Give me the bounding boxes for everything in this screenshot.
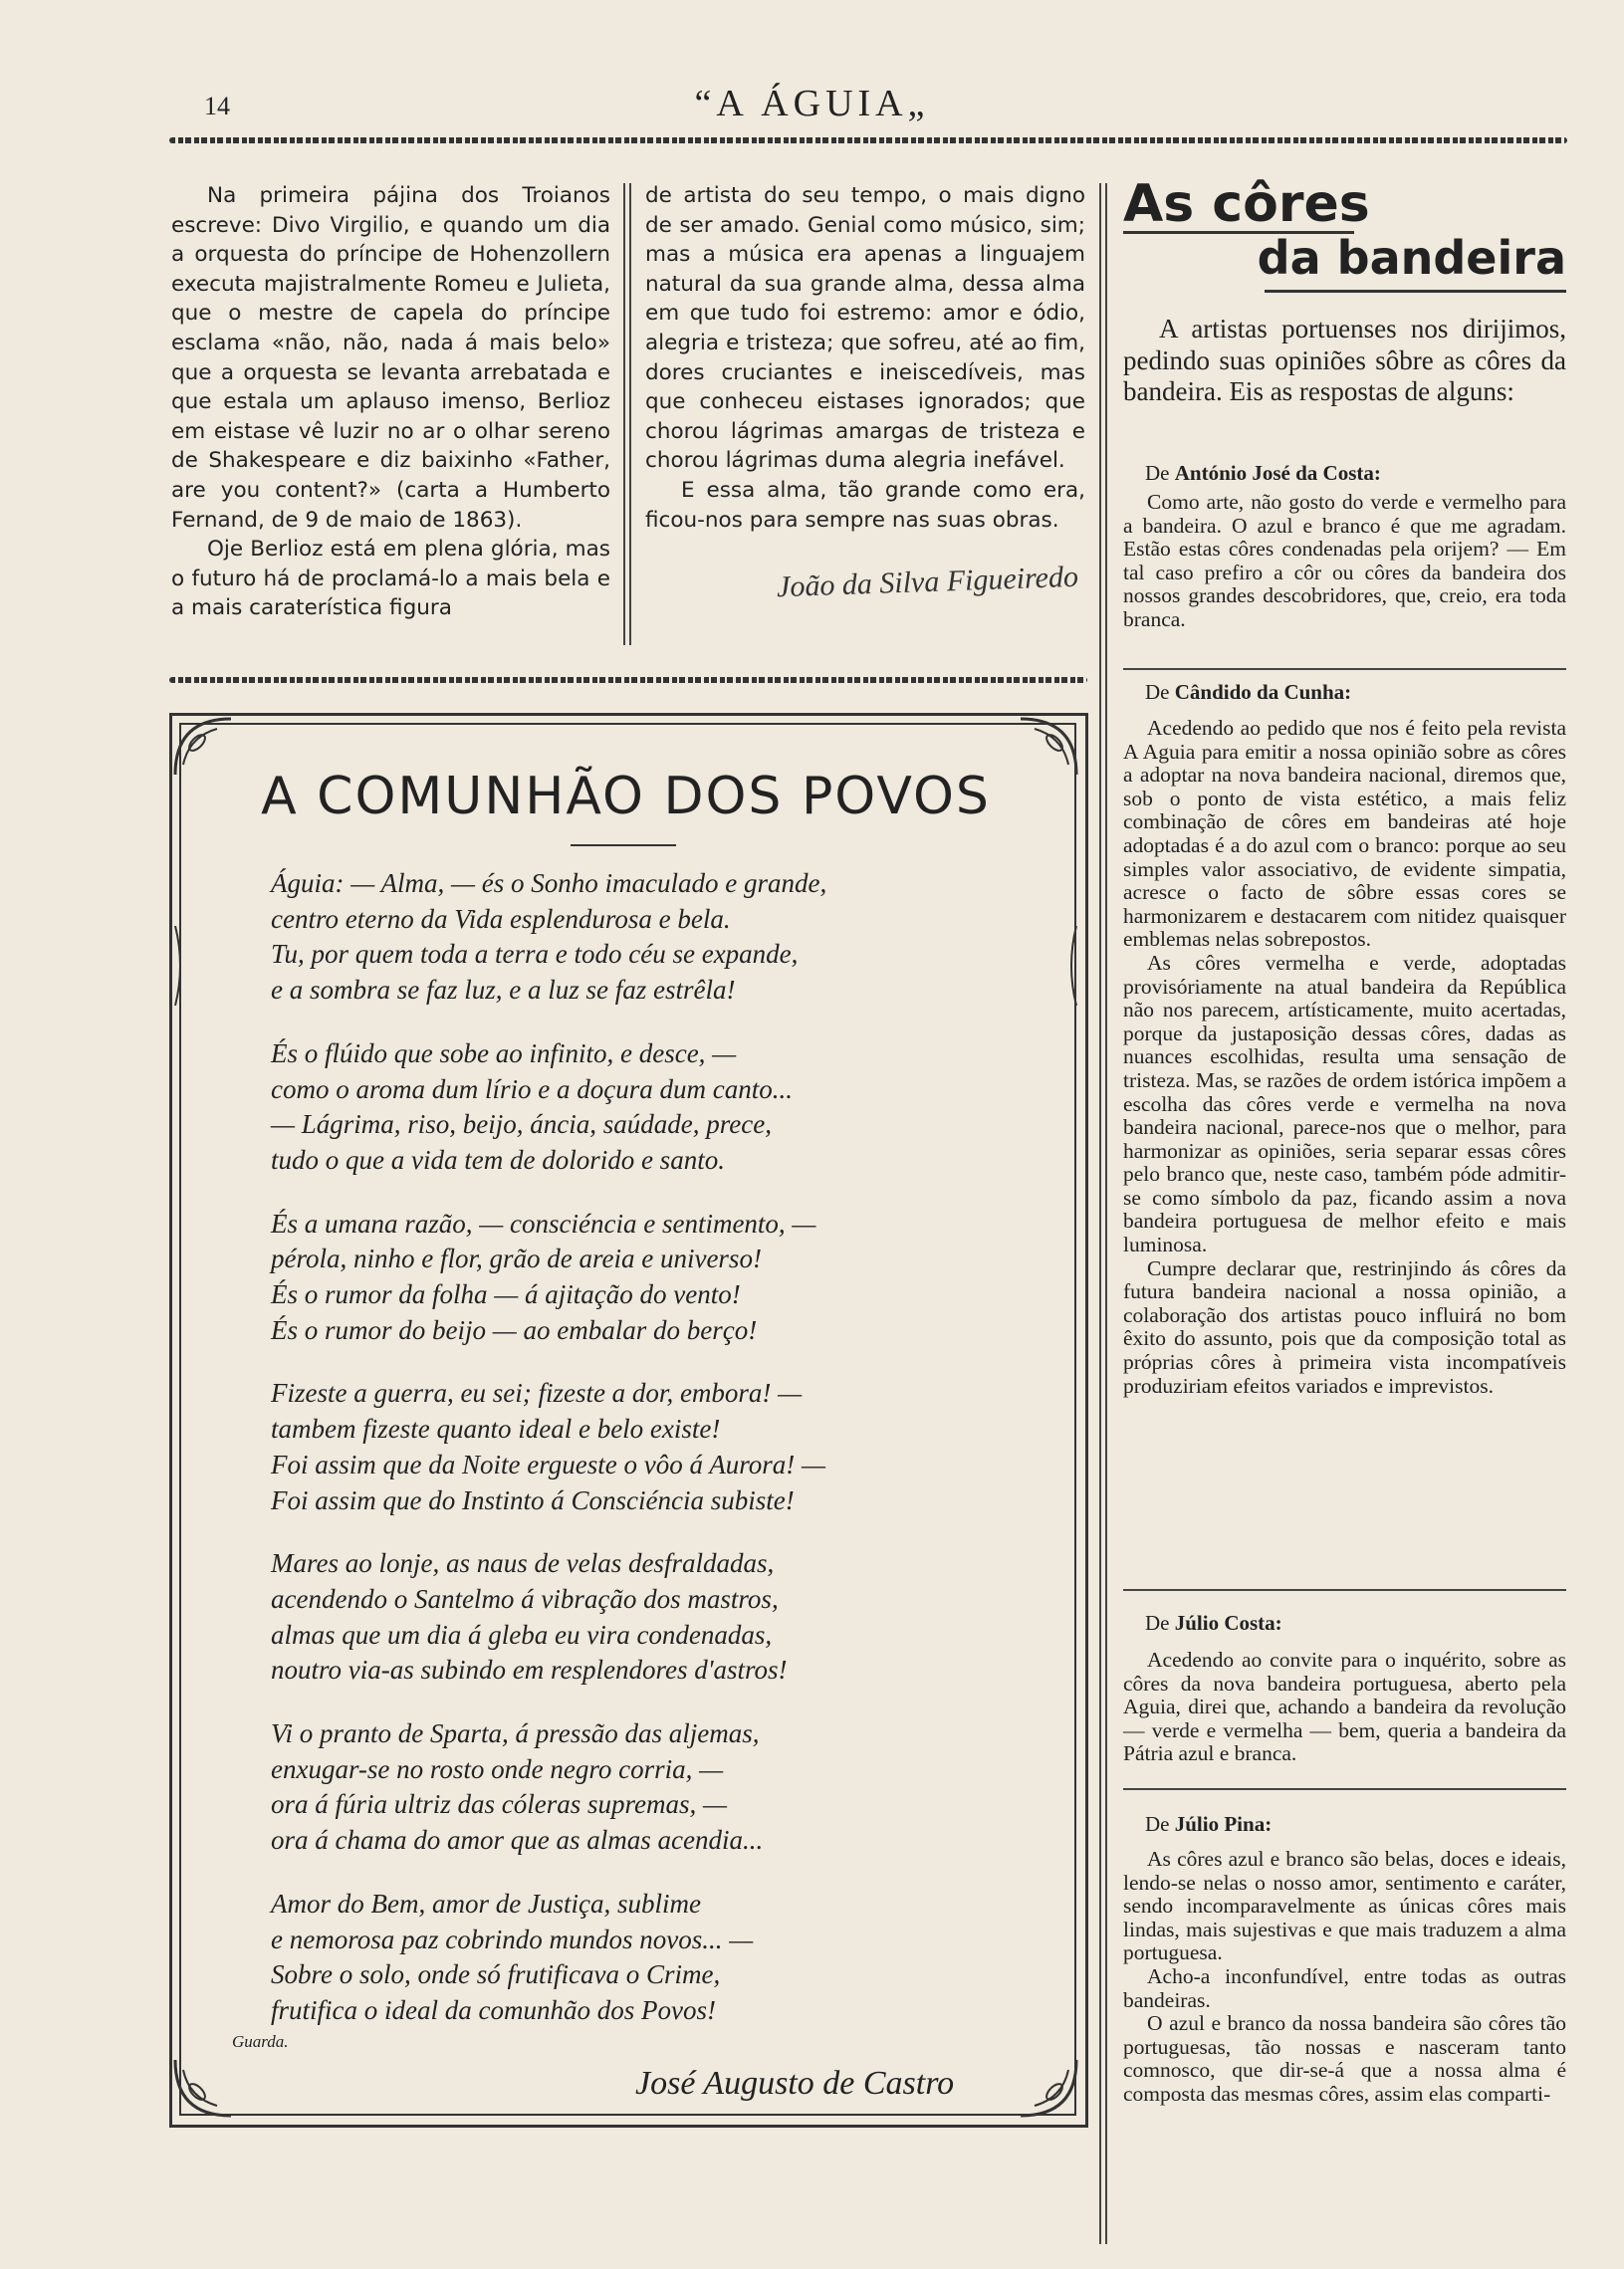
response-paragraph: Cumpre declarar que, restrinjindo ás côres da futura bandeira nacional a nossa opinião, a colaboração dos artistas pouco influirá no bom êxito do assunto, pois que da composição total as próprias côres à primeira vista incompatíveis produziriam efeitos variados e imprevistos. xyxy=(1123,1255,1566,1398)
poem-stanza xyxy=(271,1207,968,1349)
poem-line: ora á chama do amor que as almas acendia... xyxy=(271,1825,764,1856)
poem-stanza xyxy=(271,1376,968,1518)
response-heading xyxy=(1145,1812,1272,1837)
leaf-ornament-icon xyxy=(1066,926,1080,1006)
response-paragraph: Acedendo ao pedido que nos é feito pela revista A Aguia para emitir a nossa opinião sobre as côres a adoptar na nova bandeira nacional, diremos que, sob o ponto de vista estético, a mais feliz combinação de côres em bandeiras até hoje adoptadas é a do azul com o branco: porque ao seu simples valor associativo, de evidente simpatia, acresce o facto de sôbre essas cores se harmonizarem e destacarem com nitidez quaisquer emblemas nelas sobrepostos. xyxy=(1123,716,1566,952)
response-paragraph: As côres vermelha e verde, adoptadas provisóriamente na atual bandeira da República não nos parecem, artísticamente, muito acertadas, porque da justaposição dessas côres, dadas as nuances escolhidas, resulta uma sensação de tristeza. Mas, se razões de ordem istórica impõem a escolha das côres verde e vermelha na nova bandeira nacional, parece-nos que o melhor, para harmonizar as opiniões, seria separar essas côres pelo branco que, neste caso, também póde admitir-se como símbolo da paz, ficando assim a nova bandeira portuguesa de melhor efeito e mais luminosa. xyxy=(1123,950,1566,1257)
response-body xyxy=(1123,717,1566,1398)
article-column-2 xyxy=(645,181,1085,535)
poem-line: tudo o que a vida tem de dolorido e santo. xyxy=(271,1144,725,1175)
poem-line: Fizeste a guerra, eu sei; fizeste a dor, embora! — xyxy=(271,1378,803,1409)
response-prefix: De xyxy=(1145,680,1170,704)
poem-line: almas que um dia á gleba eu vira condenadas, xyxy=(271,1619,773,1650)
poem-line: És o rumor da folha — á ajitação do vento! xyxy=(271,1279,741,1310)
article-column-1 xyxy=(171,181,610,623)
poem-line: Tu, por quem toda a terra e todo céu se expande, xyxy=(271,939,799,970)
poem-title-rule xyxy=(571,844,676,846)
poem-line: pérola, ninho e flor, grão de areia e universo! xyxy=(271,1244,762,1274)
header-rule xyxy=(169,137,1567,143)
ornament-corner-icon xyxy=(171,2054,237,2120)
response-author: Júlio Pina: xyxy=(1174,1812,1273,1836)
poem-line: e a sombra se faz luz, e a luz se faz estrêla! xyxy=(271,975,736,1006)
column-divider xyxy=(623,183,631,645)
poem-line: acendendo o Santelmo á vibração dos mastros, xyxy=(271,1583,779,1614)
poem-line: ora á fúria ultriz das cóleras supremas, — xyxy=(271,1789,728,1820)
article-paragraph: E essa alma, tão grande como era, ficou-nos para sempre nas suas obras. xyxy=(645,477,1085,533)
poem-stanza xyxy=(271,866,968,1009)
poem-stanza xyxy=(271,1546,968,1689)
poem-line: És a umana razão, — consciéncia e sentimento, — xyxy=(271,1208,816,1239)
poem-line: És o flúido que sobe ao infinito, e desce, — xyxy=(271,1037,737,1068)
poem-line: Foi assim que do Instinto á Consciéncia subiste! xyxy=(271,1484,795,1515)
poem-body xyxy=(271,866,968,2057)
response-separator xyxy=(1123,1589,1566,1591)
response-paragraph: As côres azul e branco são belas, doces e ideais, lendo-se nelas o nosso amor, sentimento e caráter, sendo incomparavelmente as únicas côres mais lindas, mais sujestivas e que mais traduzem a alma portuguesa. xyxy=(1123,1847,1566,1965)
response-author: Júlio Costa: xyxy=(1174,1611,1282,1635)
poem-line: — Lágrima, riso, beijo, áncia, saúdade, prece, xyxy=(271,1109,772,1140)
poem-line: noutro via-as subindo em resplendores d'astros! xyxy=(271,1655,788,1686)
response-prefix: De xyxy=(1145,1611,1170,1635)
poem-line: Águia: — Alma, — és o Sonho imaculado e grande, xyxy=(271,868,827,898)
title-rule xyxy=(1265,290,1566,293)
leaf-ornament-icon xyxy=(171,926,185,1006)
poem-line: Vi o pranto de Sparta, á pressão das aljemas, xyxy=(271,1718,760,1749)
poem-line: Sobre o solo, onde só frutificava o Crime, xyxy=(271,1959,721,1990)
column-divider xyxy=(1099,183,1107,2244)
response-author: António José da Costa: xyxy=(1174,461,1381,485)
response-paragraph: Como arte, não gosto do verde e vermelho para a bandeira. O azul e branco é que me agradam. Estão estas côres condenadas pela orijem? — Em tal caso prefiro a côr ou côres da bandeira dos nossos grandes descobridores, que, creio, era toda branca. xyxy=(1123,490,1566,631)
response-body xyxy=(1123,1848,1566,2107)
poem-stanza xyxy=(271,1036,968,1179)
poem-line: Foi assim que da Noite ergueste o vôo á Aurora! — xyxy=(271,1449,825,1479)
survey-title-line2: da bandeira xyxy=(1257,231,1566,285)
poem-line: tambem fizeste quanto ideal e belo existe! xyxy=(271,1414,721,1445)
article-paragraph: de artista do seu tempo, o mais digno de ser amado. Genial como músico, sim; mas a música era apenas a linguajem natural da sua grande alma, dessa alma em que tudo foi estremo: amor e ódio, alegria e tristeza; que sofreu, até ao fim, dores cruciantes e ineiscedíveis, mas que conheceu eistases ignorados; que chorou lágrimas amargas de tristeza e chorou lágrimas duma alegria inefável. xyxy=(645,183,1085,474)
poem-line: como o aroma dum lírio e a doçura dum canto... xyxy=(271,1073,793,1104)
response-heading xyxy=(1145,461,1381,486)
response-separator xyxy=(1123,668,1566,670)
ornament-corner-icon xyxy=(1015,2054,1080,2120)
response-paragraph: Acho-a inconfundível, entre todas as outras bandeiras. xyxy=(1123,1963,1566,2012)
article-paragraph: Na primeira pájina dos Troianos escreve: Divo Virgilio, e quando um dia a orquesta do príncipe de Hohenzollern executa majistralmente Romeu e Julieta, que o mestre de capela do príncipe esclama «não, não, nada á mais belo» que a orquesta se levanta arrebatada e que estala um aplauso imenso, Berlioz em eistase vê luzir no ar o olhar sereno de Shakespeare e diz baixinho «Father, are you content?» (carta a Humberto Fernand, de 9 de maio de 1863). xyxy=(171,183,610,533)
survey-title-line1: As côres xyxy=(1123,174,1370,234)
response-separator xyxy=(1123,1788,1566,1790)
response-heading xyxy=(1145,1611,1282,1636)
survey-intro: A artistas portuenses nos dirijimos, pedindo suas opiniões sôbre as côres da bandeira. Eis as respostas de alguns: xyxy=(1123,314,1566,406)
page-number: 14 xyxy=(204,92,230,120)
response-author: Cândido da Cunha: xyxy=(1174,680,1352,704)
poem-stanza xyxy=(271,1716,968,1859)
poem-line: centro eterno da Vida esplendurosa e bela. xyxy=(271,903,731,934)
poem-place: Guarda. xyxy=(232,2032,289,2051)
article-paragraph: Oje Berlioz está em plena glória, mas o futuro há de proclamá-lo a mais bela e a mais caraterística figura xyxy=(171,537,610,621)
response-heading xyxy=(1145,680,1351,705)
poem-line: Amor do Bem, amor de Justiça, sublime xyxy=(271,1888,701,1919)
response-prefix: De xyxy=(1145,461,1170,485)
section-rule xyxy=(169,677,1087,683)
poem-line: És o rumor do beijo — ao embalar do berço! xyxy=(271,1314,758,1345)
poem-signature: José Augusto de Castro xyxy=(635,2065,955,2102)
response-body xyxy=(1123,491,1566,632)
response-prefix: De xyxy=(1145,1812,1170,1836)
poem-line: enxugar-se no rosto onde negro corria, — xyxy=(271,1753,724,1784)
response-body xyxy=(1123,1649,1566,1766)
article-signature: João da Silva Figueiredo xyxy=(776,560,1079,604)
response-paragraph: O azul e branco da nossa bandeira são côres tão portuguesas, tão nossas e nasceram tanto comnosco, que dir-se-á que a nossa alma é composta das mesmas côres, assim elas comparti- xyxy=(1123,2011,1566,2106)
poem-line: frutifica o ideal da comunhão dos Povos! xyxy=(271,1994,716,2025)
poem-stanza xyxy=(271,1887,968,2029)
poem-line: Mares ao lonje, as naus de velas desfraldadas, xyxy=(271,1548,775,1579)
poem-title: A COMUNHÃO DOS POVOS xyxy=(261,767,991,826)
response-paragraph: Acedendo ao convite para o inquérito, sobre as côres da nova bandeira portuguesa, aberto pela Aguia, direi que, achando a bandeira da revolução — verde e vermelha — bem, queria a bandeira da Pátria azul e branca. xyxy=(1123,1648,1566,1766)
running-title: “A ÁGUIA„ xyxy=(694,83,930,124)
poem-line: e nemorosa paz cobrindo mundos novos... — xyxy=(271,1924,754,1954)
